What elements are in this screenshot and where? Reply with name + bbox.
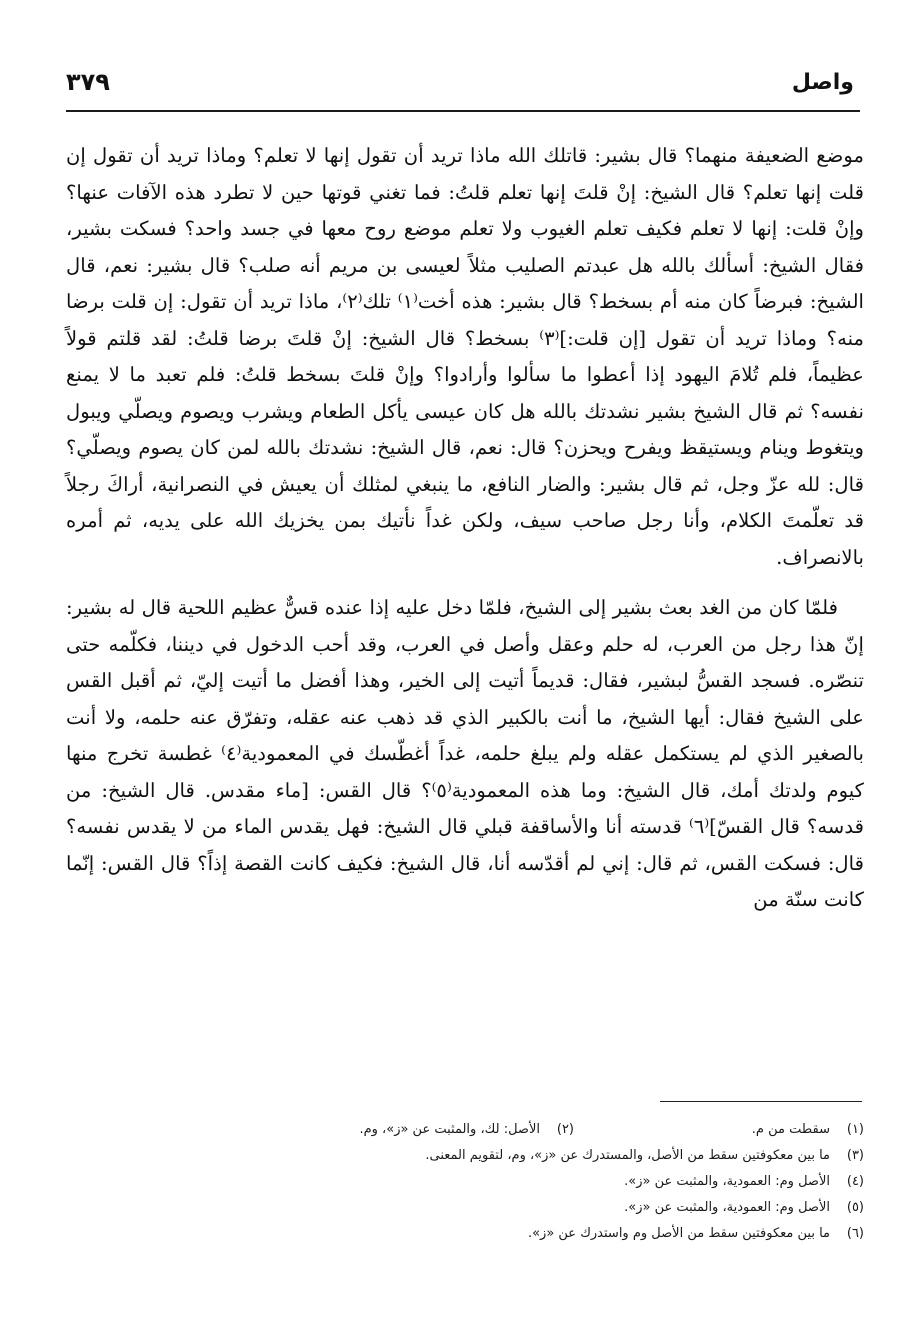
footnote-rule bbox=[660, 1101, 862, 1102]
footnote-row bbox=[66, 1195, 864, 1221]
footnote-text: سقطت من م. bbox=[751, 1122, 830, 1137]
page-number: ٣٧٩ bbox=[66, 68, 110, 96]
footnote-text: ما بين معكوفتين سقط من الأصل وم واستدرك عن «ز». bbox=[527, 1226, 830, 1241]
footnote-number: (١) bbox=[846, 1122, 864, 1137]
page-header bbox=[66, 64, 854, 104]
running-head: واصل bbox=[791, 70, 854, 95]
main-text bbox=[66, 138, 864, 919]
footnote-row bbox=[66, 1143, 864, 1169]
footnote-text: ما بين معكوفتين سقط من الأصل، والمستدرك عن «ز»، وم، لتقويم المعنى. bbox=[425, 1148, 830, 1163]
paragraph: موضع الضعيفة منهما؟ قال بشير: قاتلك الله ماذا تريد أن تقول إنها لا تعلم؟ وماذا تريد أن تقول إن قلت إنها تعلم؟ قال الشيخ: إنْ قلتَ إنها تعلم قلتُ: فما تغني قوتها حين لا تطرد هذه الآفات عنها؟ وإنْ قلت: إنها لا تعلم فكيف تعلم الغيوب ولا تعلم موضع روح معها في جسد واحد؟ فسكت بشير، فقال الشيخ: أسألك بالله هل عبدتم الصليب مثلاً لعيسى بن مريم أنه صلب؟ قال بشير: نعم، قال الشيخ: فبرضاً كان منه أم بسخط؟ قال بشير: هذه أخت⁽١⁾ تلك⁽٢⁾، ماذا تريد أن تقول: إن قلت برضا منه؟ وماذا تريد أن تقول [إن قلت:]⁽٣⁾ بسخط؟ قال الشيخ: إنْ قلتَ برضا قلتُ: لقد قلتم قولاً عظيماً، فلم تُلامَ اليهود إذا أعطوا ما سألوا وأرادوا؟ وإنْ قلتَ بسخط قلتُ: فلم تعبد ما لا يمنع نفسه؟ ثم قال الشيخ بشير نشدتك بالله هل كان عيسى يأكل الطعام ويشرب ويصوم ويصلّي ويبول ويتغوط وينام ويستيقظ ويفرح ويحزن؟ قال: نعم، قال الشيخ: نشدتك بالله لمن كان يصوم ويصلّي؟ قال: لله عزّ وجل، ثم قال بشير: والضار النافع، ما ينبغي لمثلك أن يعيش في النصرانية، أراكَ رجلاً قد تعلّمتَ الكلام، وأنا رجل صاحب سيف، ولكن غداً نأتيك بمن يخزيك الله على يديه، ثم أمره بالانصراف. bbox=[66, 144, 864, 569]
footnote bbox=[574, 1117, 864, 1143]
paragraph: فلمّا كان من الغد بعث بشير إلى الشيخ، فلمّا دخل عليه إذا عنده قسٌّ عظيم اللحية قال له بشير: إنّ هذا رجل من العرب، له حلم وعقل وأصل في العرب، وقد أحب الدخول في ديننا، فكلّمه حتى تنصّره. فسجد القسُّ لبشير، فقال: قديماً أتيت إلى الخير، وهذا أفضل ما أتيت إليّ، ثم أقبل القس على الشيخ فقال: أيها الشيخ، ما أنت بالكبير الذي قد ذهب عنه عقله، وتفرّق عنه حلمه، ولا أنت بالصغير الذي لم يستكمل عقله ولم يبلغ حلمه، غداً أغطّسك في المعمودية⁽٤⁾ غطسة تخرج منها كيوم ولدتك أمك، قال الشيخ: وما هذه المعمودية⁽٥⁾؟ قال القس: [ماء مقدس. قال الشيخ: من قدسه؟ قال القسّ]⁽٦⁾ قدسته أنا والأساقفة قبلي قال الشيخ: فهل يقدس الماء من لا يقدس نفسه؟ قال: فسكت القس، ثم قال: إني لم أقدّسه أنا، قال الشيخ: فكيف كانت القصة إذاً؟ قال القس: إنّما كانت سنّة من bbox=[66, 596, 864, 911]
footnotes bbox=[66, 1117, 864, 1247]
footnote-number: (٢) bbox=[556, 1122, 574, 1137]
footnote-text: الأصل: لك، والمثبت عن «ز»، وم. bbox=[359, 1122, 540, 1137]
footnote bbox=[624, 1195, 864, 1221]
footnote bbox=[425, 1143, 864, 1169]
footnote-row bbox=[66, 1117, 864, 1143]
footnote-row bbox=[66, 1221, 864, 1247]
footnote bbox=[624, 1169, 864, 1195]
footnote-text: الأصل وم: العمودية، والمثبت عن «ز». bbox=[624, 1200, 830, 1215]
footnote-number: (٣) bbox=[846, 1148, 864, 1163]
footnote-number: (٥) bbox=[846, 1200, 864, 1215]
footnote-text: الأصل وم: العمودية، والمثبت عن «ز». bbox=[624, 1174, 830, 1189]
footnote-number: (٤) bbox=[846, 1174, 864, 1189]
header-rule bbox=[66, 110, 860, 112]
footnote-row bbox=[66, 1169, 864, 1195]
footnote bbox=[359, 1117, 574, 1143]
footnote bbox=[528, 1221, 864, 1247]
footnote-number: (٦) bbox=[846, 1226, 864, 1241]
